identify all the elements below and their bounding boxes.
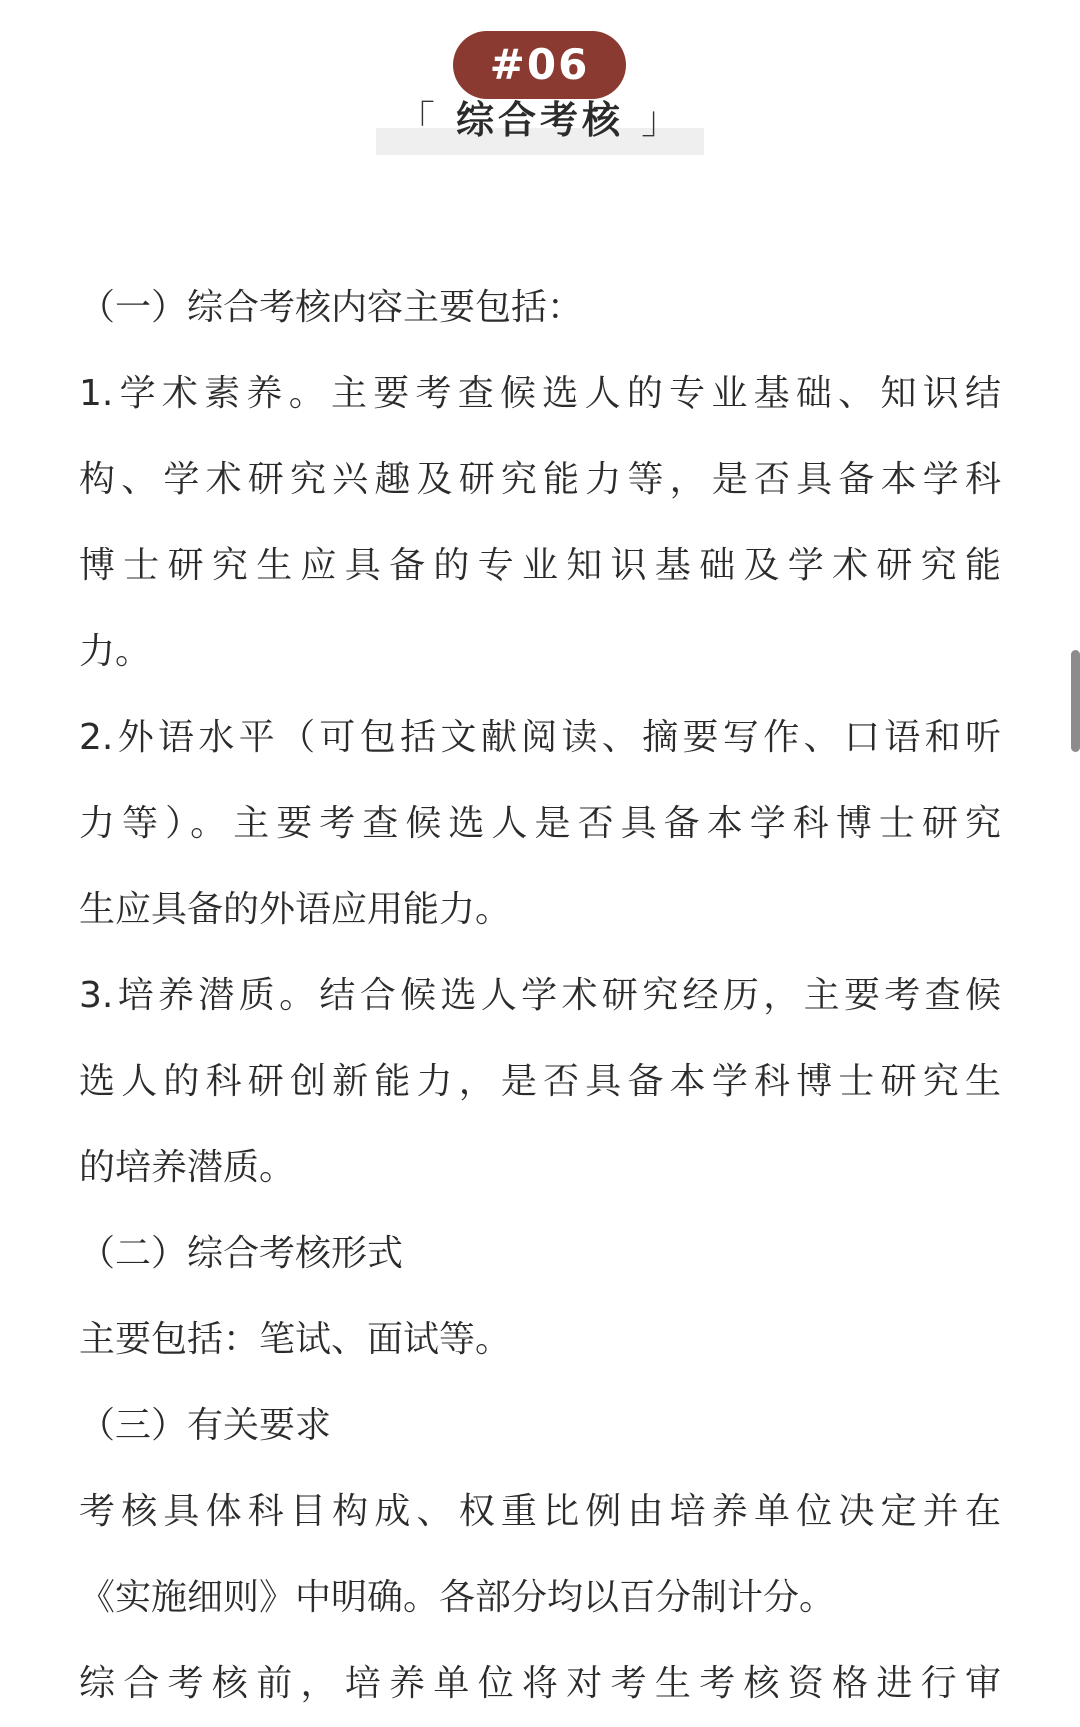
paragraph-line: 主要包括：笔试、面试等。 [79, 1319, 512, 1360]
paragraph-line: 《实施细则》中明确。各部分均以百分制计分。 [79, 1577, 836, 1618]
paragraph-line: 2.外语水平（可包括文献阅读、摘要写作、口语和听 [79, 717, 1001, 758]
paragraph-line: 的培养潜质。 [79, 1147, 296, 1188]
section-title [376, 90, 704, 150]
paragraph-line: 力。 [79, 631, 152, 672]
section-header [0, 0, 1080, 170]
paragraph-line: 1.学术素养。主要考查候选人的专业基础、知识结 [79, 373, 1001, 414]
article-body [79, 265, 1001, 1727]
section-title-text: 综合考核 [455, 98, 624, 142]
paragraph-line: 选人的科研创新能力，是否具备本学科博士研究生 [79, 1061, 1001, 1102]
subsection-heading: （一）综合考核内容主要包括： [79, 287, 584, 328]
paragraph-line: 博士研究生应具备的专业知识基础及学术研究能 [79, 545, 1001, 586]
subsection-heading: （三）有关要求 [79, 1405, 332, 1446]
paragraph-line: 生应具备的外语应用能力。 [79, 889, 512, 930]
paragraph-line: 综合考核前，培养单位将对考生考核资格进行审 [79, 1663, 1001, 1704]
section-number-badge: #06 [453, 31, 626, 99]
paragraph-line: 考核具体科目构成、权重比例由培养单位决定并在 [79, 1491, 1001, 1532]
title-close-bracket: 」 [641, 98, 684, 142]
title-open-bracket: 「 [396, 98, 439, 142]
subsection-heading: （二）综合考核形式 [79, 1233, 404, 1274]
paragraph-line: 构、学术研究兴趣及研究能力等，是否具备本学科 [79, 459, 1001, 500]
vertical-scrollbar[interactable] [1071, 650, 1080, 752]
paragraph-line: 力等）。主要考查候选人是否具备本学科博士研究 [79, 803, 1001, 844]
paragraph-line: 3.培养潜质。结合候选人学术研究经历，主要考查候 [79, 975, 1001, 1016]
